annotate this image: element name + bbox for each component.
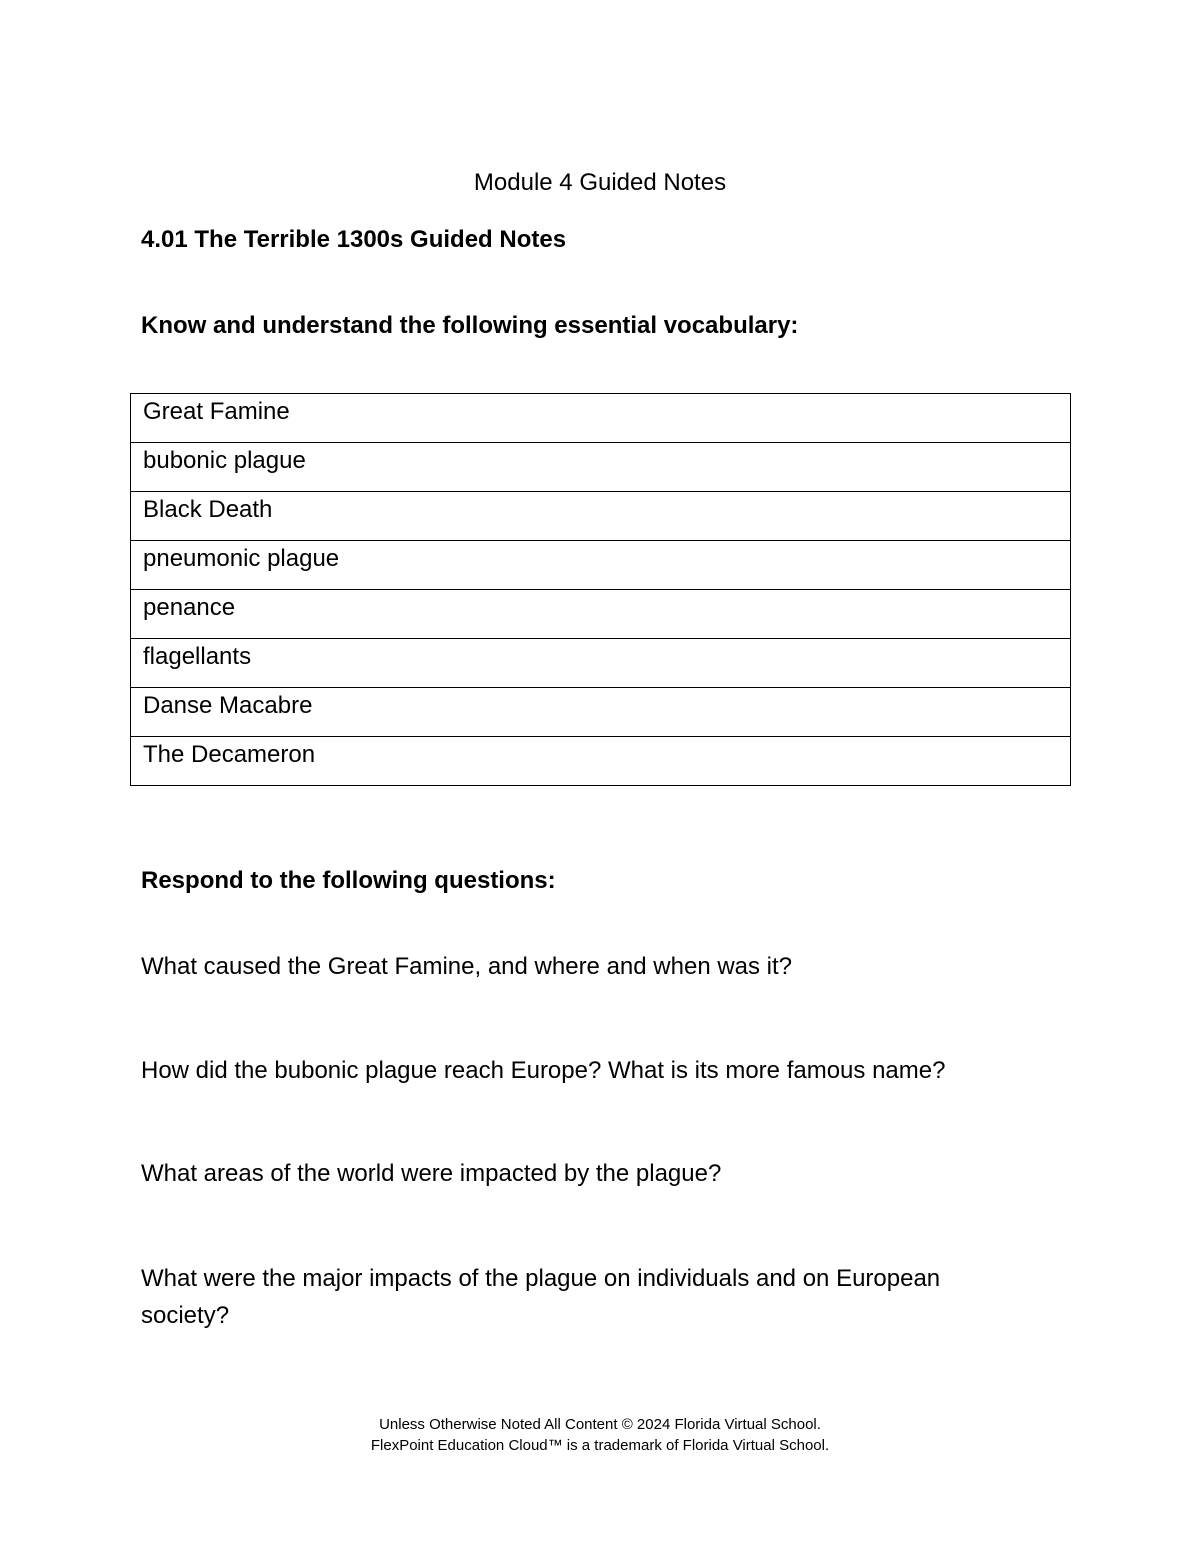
table-row	[131, 394, 1071, 443]
vocabulary-heading: Know and understand the following essential vocabulary:	[141, 312, 799, 339]
footer-copyright: Unless Otherwise Noted All Content © 2024 Florida Virtual School.	[379, 1416, 821, 1433]
vocab-term: Great Famine	[131, 394, 1071, 443]
vocab-term: bubonic plague	[131, 443, 1071, 492]
question-3: What areas of the world were impacted by the plague?	[141, 1160, 722, 1187]
page-title: Module 4 Guided Notes	[473, 169, 727, 196]
table-row	[131, 688, 1071, 737]
question-1: What caused the Great Famine, and where and when was it?	[141, 953, 793, 980]
question-4: What were the major impacts of the plague on individuals and on European society?	[141, 1265, 941, 1329]
table-row	[131, 541, 1071, 590]
table-row	[131, 639, 1071, 688]
vocab-term: Danse Macabre	[131, 688, 1071, 737]
vocabulary-table	[130, 393, 1071, 786]
table-row	[131, 492, 1071, 541]
vocab-term: pneumonic plague	[131, 541, 1071, 590]
question-2: How did the bubonic plague reach Europe? What is its more famous name?	[141, 1057, 946, 1084]
footer-trademark: FlexPoint Education Cloud™ is a trademark of Florida Virtual School.	[370, 1437, 830, 1454]
vocab-term: Black Death	[131, 492, 1071, 541]
table-row	[131, 443, 1071, 492]
vocab-term: penance	[131, 590, 1071, 639]
table-row	[131, 737, 1071, 786]
vocab-term: The Decameron	[131, 737, 1071, 786]
footer	[0, 1414, 1200, 1456]
section-heading: 4.01 The Terrible 1300s Guided Notes	[141, 226, 567, 253]
table-row	[131, 590, 1071, 639]
vocab-term: flagellants	[131, 639, 1071, 688]
questions-heading: Respond to the following questions:	[141, 867, 556, 894]
